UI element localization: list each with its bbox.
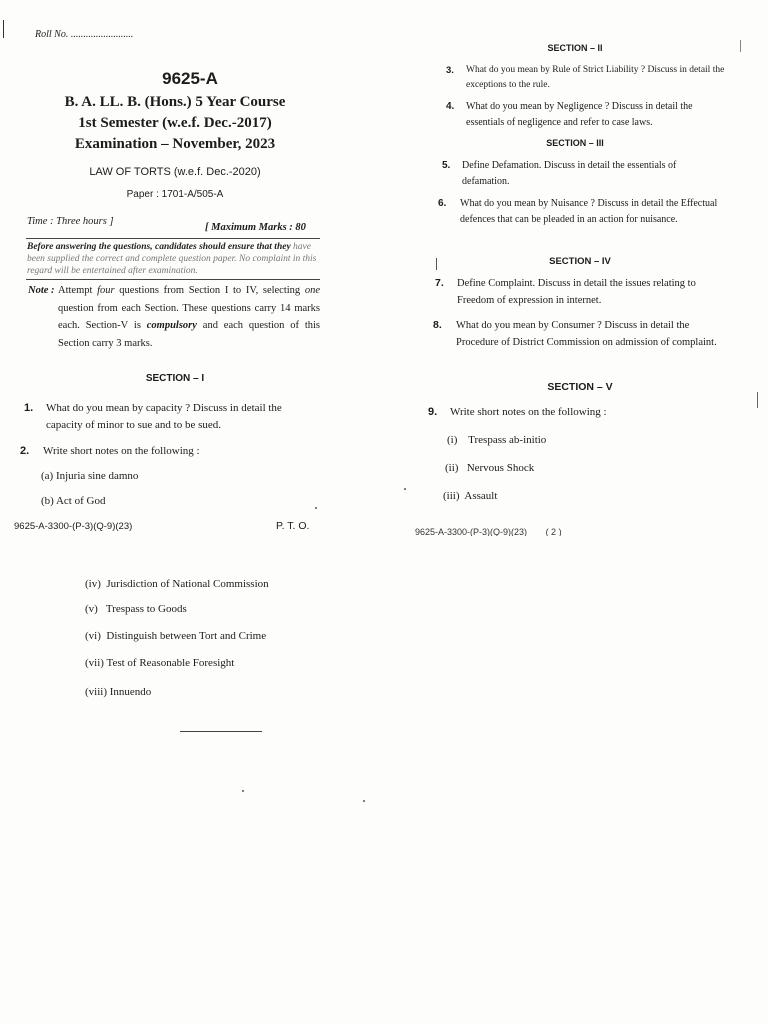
section-5-heading: SECTION – V bbox=[547, 381, 613, 393]
question-1-text: What do you mean by capacity ? Discuss in detail the capacity of minor to sue and to be sued. bbox=[46, 402, 282, 431]
section-3-heading: SECTION – III bbox=[546, 138, 604, 148]
notice-box bbox=[27, 241, 319, 277]
roll-no: Roll No. ......................... bbox=[35, 29, 134, 40]
course-title: B. A. LL. B. (Hons.) 5 Year Course bbox=[64, 94, 286, 110]
question-9-item-v: (v) Trespass to Goods bbox=[85, 603, 187, 615]
question-5-text: Define Defamation. Discuss in detail the essentials of defamation. bbox=[462, 160, 677, 187]
question-8-number: 8. bbox=[433, 319, 442, 331]
section-2-heading: SECTION – II bbox=[547, 43, 603, 53]
left-binding-mark bbox=[3, 20, 4, 38]
notice-bottom-rule bbox=[26, 279, 320, 280]
question-9-item-vii: (vii) Test of Reasonable Foresight bbox=[85, 657, 235, 669]
scan-speck bbox=[363, 800, 365, 802]
question-2-item-b: (b) Act of God bbox=[41, 495, 106, 507]
question-9-item-iv: (iv) Jurisdiction of National Commission bbox=[85, 578, 269, 590]
question-7-text: Define Complaint. Discuss in detail the issues relating to Freedom of expression in internet. bbox=[457, 278, 696, 306]
maximum-marks: [ Maximum Marks : 80 bbox=[205, 222, 306, 233]
subject-title: LAW OF TORTS (w.e.f. Dec.-2020) bbox=[89, 166, 261, 178]
question-6 bbox=[438, 196, 728, 228]
note-label: Note : bbox=[28, 285, 55, 296]
question-4-number: 4. bbox=[446, 101, 455, 112]
question-9-item-iii: (iii) Assault bbox=[443, 490, 498, 502]
scan-speck bbox=[404, 488, 406, 490]
paper-code: 9625-A bbox=[162, 69, 218, 88]
question-6-number: 6. bbox=[438, 198, 447, 209]
question-3-number: 3. bbox=[446, 65, 454, 76]
question-9 bbox=[428, 404, 728, 421]
section-1-heading: SECTION – I bbox=[145, 373, 205, 384]
question-2 bbox=[20, 443, 320, 460]
scan-mark bbox=[740, 40, 741, 52]
section-4-heading: SECTION – IV bbox=[549, 256, 611, 267]
question-2-number: 2. bbox=[20, 445, 30, 457]
question-4-text: What do you mean by Negligence ? Discuss in detail the essentials of negligence and refer to case laws. bbox=[466, 101, 693, 128]
question-4 bbox=[446, 99, 728, 131]
semester-title: 1st Semester (w.e.f. Dec.-2017) bbox=[78, 115, 272, 131]
paper-number: Paper : 1701-A/505-A bbox=[126, 189, 224, 200]
question-9-item-ii: (ii) Nervous Shock bbox=[445, 462, 535, 474]
footer-code-left: 9625-A-3300-(P-3)(Q-9)(23) bbox=[14, 521, 133, 532]
question-9-item-viii: (viii) Innuendo bbox=[85, 686, 152, 698]
note-block bbox=[28, 282, 320, 352]
question-5-number: 5. bbox=[442, 160, 451, 171]
question-8-text: What do you mean by Consumer ? Discuss in detail the Procedure of District Commission on admission of complaint. bbox=[456, 320, 717, 348]
question-7 bbox=[435, 275, 728, 309]
question-9-number: 9. bbox=[428, 406, 438, 418]
note-text: Attempt four questions from Section I to IV, selecting one question from each Section. These questions carry 14 marks each. Section-V is compulsory and each question of this Section carry 3 marks. bbox=[58, 285, 321, 349]
scan-speck bbox=[315, 507, 317, 509]
please-turn-over: P. T. O. bbox=[276, 520, 310, 532]
notice-lead: Before answering the questions, candidates should ensure that they bbox=[27, 242, 291, 252]
exam-title: Examination – November, 2023 bbox=[74, 136, 276, 152]
footer-code-right: 9625-A-3300-(P-3)(Q-9)(23) ( 2 ) bbox=[415, 527, 562, 536]
scan-speck bbox=[242, 790, 244, 792]
end-of-paper-rule bbox=[180, 731, 262, 732]
question-1-number: 1. bbox=[24, 402, 34, 414]
question-6-text: What do you mean by Nuisance ? Discuss in detail the Effectual defences that can be pleaded in an action for nuisance. bbox=[460, 198, 718, 225]
question-9-text: Write short notes on the following : bbox=[450, 406, 607, 418]
question-5 bbox=[442, 158, 726, 190]
question-2-text: Write short notes on the following : bbox=[43, 445, 200, 457]
question-3 bbox=[446, 63, 728, 93]
notice-rest: have been supplied the correct and complete question paper. No complaint in this regard will be entertained after examination. bbox=[27, 242, 317, 276]
scan-mark bbox=[757, 392, 758, 408]
question-1 bbox=[24, 400, 320, 434]
notice-top-rule bbox=[26, 238, 320, 239]
question-2-item-a: (a) Injuria sine damno bbox=[41, 470, 139, 482]
question-3-text: What do you mean by Rule of Strict Liability ? Discuss in detail the exceptions to the rule. bbox=[466, 65, 725, 90]
question-9-item-vi: (vi) Distinguish between Tort and Crime bbox=[85, 630, 267, 642]
question-8 bbox=[433, 317, 729, 351]
scan-mark bbox=[436, 258, 437, 270]
question-9-item-i: (i) Trespass ab-initio bbox=[447, 434, 547, 446]
question-7-number: 7. bbox=[435, 277, 444, 289]
time-allowed: Time : Three hours ] bbox=[27, 216, 114, 227]
